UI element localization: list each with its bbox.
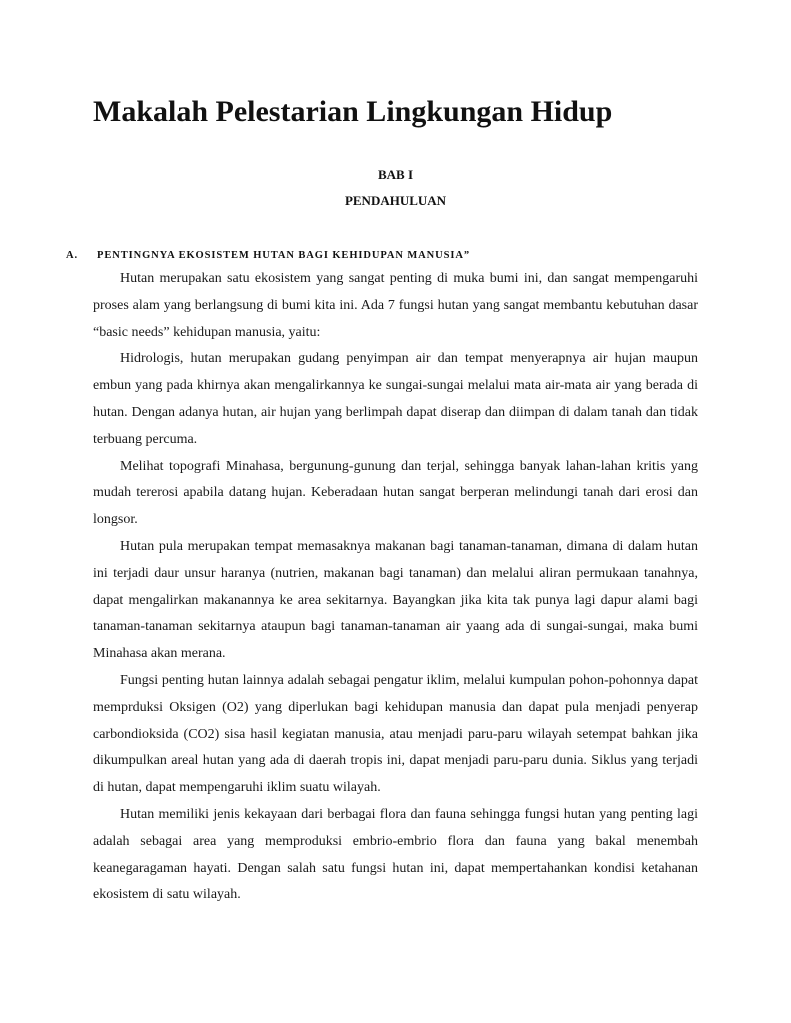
section-heading [66, 249, 470, 263]
paragraph-iklim: Fungsi penting hutan lainnya adalah sebagai pengatur iklim, melalui kumpulan pohon-pohonnya dapat memprduksi Oksigen (O2) yang diperlukan bagi kehidupan manusia dan dapat pula menjadi penyerap carbondioksida (CO2) sisa hasil kegiatan manusia, atau menjadi paru-paru wilayah setempat bahkan jika dikumpulkan areal hutan yang ada di daerah tropis ini, dapat menjadi paru-paru dunia. Siklus yang terjadi di hutan, dapat mempengaruhi iklim suatu wilayah. [93, 672, 698, 796]
section-heading-text: PENTINGNYA EKOSISTEM HUTAN BAGI KEHIDUPAN MANUSIA” [97, 250, 470, 261]
paragraph-hidrologis: Hidrologis, hutan merupakan gudang penyimpan air dan tempat menyerapnya air hujan maupun embun yang pada khirnya akan mengalirkannya ke sungai-sungai melalui mata air-mata air yang berada di hutan. Dengan adanya hutan, air hujan yang berlimpah dapat diserap dan diimpan di dalam tanah dan tidak terbuang percuma. [93, 351, 698, 447]
chapter-title: PENDAHULUAN [344, 193, 447, 208]
paragraph-topografi: Melihat topografi Minahasa, bergunung-gunung dan terjal, sehingga banyak lahan-lahan kritis yang mudah tererosi apabila datang hujan. Keberadaan hutan sangat berperan melindungi tanah dari erosi dan longsor. [93, 458, 698, 528]
body-text [93, 266, 698, 909]
document-title: Makalah Pelestarian Lingkungan Hidup [93, 95, 613, 128]
paragraph-nutrien: Hutan pula merupakan tempat memasaknya makanan bagi tanaman-tanaman, dimana di dalam hutan ini terjadi daur unsur haranya (nutrien, makanan bagi tanaman) dan melalui aliran permukaan tanahnya, dapat mengalirkan makanannya ke area sekitarnya. Bayangkan jika kita tak punya lagi dapur alami bagi tanaman-tanaman sekitarnya ataupun bagi tanaman-tanaman air yaang ada di sungai-sungai, maka bumi Minahasa akan merana. [93, 538, 698, 662]
paragraph-intro: Hutan merupakan satu ekosistem yang sangat penting di muka bumi ini, dan sangat mempengaruhi proses alam yang berlangsung di bumi kita ini. Ada 7 fungsi hutan yang sangat membantu kebutuhan dasar “basic needs” kehidupan manusia, yaitu: [93, 271, 698, 340]
section-letter: A. [66, 250, 79, 261]
paragraph-keanekaragaman: Hutan memiliki jenis kekayaan dari berbagai flora dan fauna sehingga fungsi hutan yang penting lagi adalah sebagai area yang memproduksi embrio-embrio flora dan fauna yang bakal menembah keanegaragaman hayati. Dengan salah satu fungsi hutan ini, dapat mempertahankan kondisi ketahanan ekosistem di satu wilayah. [93, 806, 698, 903]
chapter-number: BAB I [377, 167, 414, 182]
